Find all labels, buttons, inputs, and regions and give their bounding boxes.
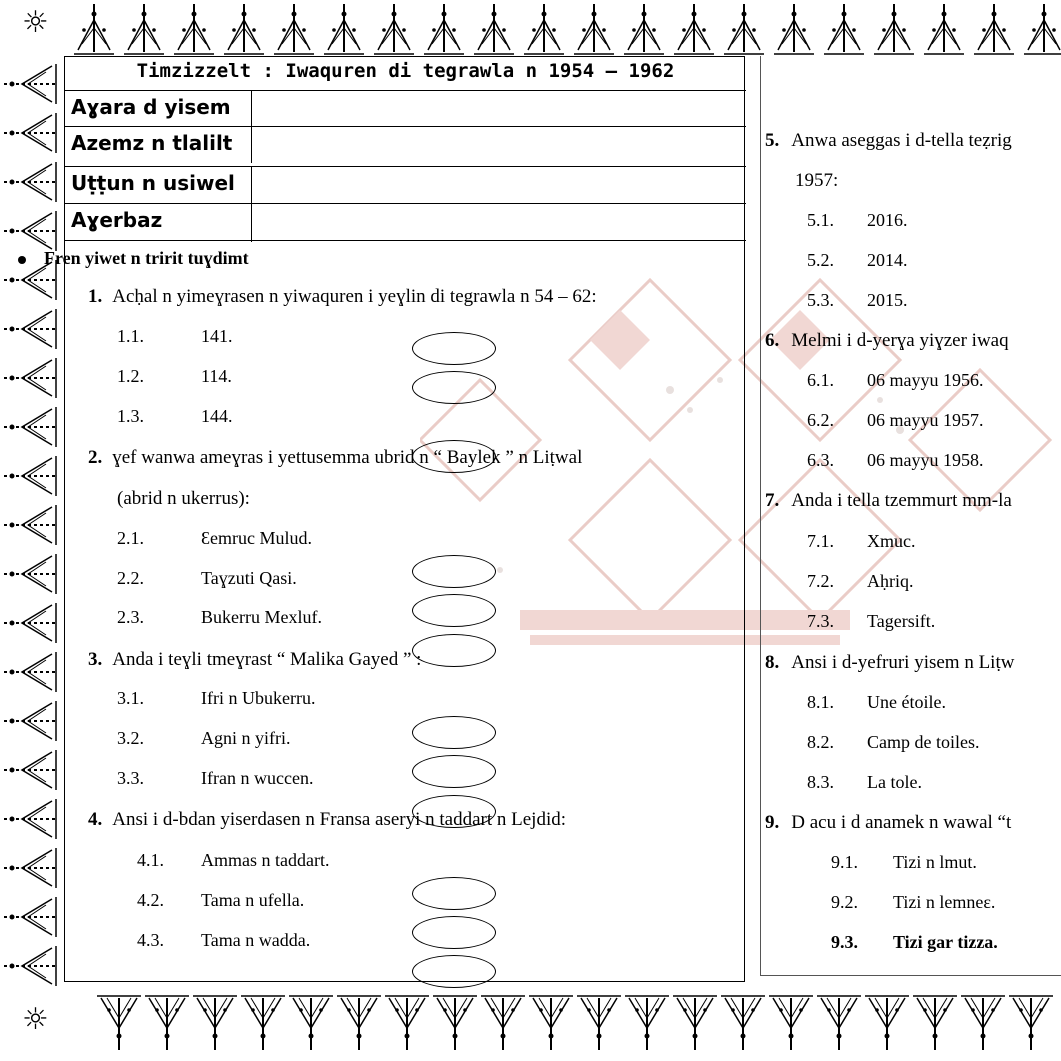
ornament-motif	[4, 652, 56, 692]
ornament-motif	[924, 4, 964, 54]
option-number: 9.3.	[831, 932, 858, 952]
option-9-1	[831, 852, 977, 873]
answer-oval[interactable]	[412, 371, 496, 404]
ornament-motif	[145, 996, 189, 1050]
question-text: Anda i teɣli tmeɣrast “ Malika Gayed ” :	[112, 649, 422, 670]
answer-oval[interactable]	[412, 440, 496, 473]
ornament-motif	[385, 996, 429, 1050]
option-number: 4.2.	[137, 890, 164, 910]
option-text: Tizi gar tizza.	[893, 932, 998, 952]
option-text: Xmuc.	[867, 531, 916, 551]
question-1	[88, 286, 597, 308]
option-1-3	[117, 406, 233, 427]
option-text: Ɛemruc Mulud.	[201, 528, 312, 548]
ornament-motif	[4, 848, 56, 888]
phone-input[interactable]	[265, 171, 735, 198]
question-text: D acu i d anamek n wawal “t	[791, 812, 1012, 833]
ornament-motif	[4, 505, 56, 545]
question-number: 7.	[765, 490, 780, 511]
answer-oval[interactable]	[412, 916, 496, 949]
ornament-motif	[4, 946, 56, 986]
option-2-1	[117, 528, 312, 549]
question-5-continued	[795, 170, 838, 192]
option-text: 06 mayyu 1956.	[867, 370, 984, 390]
option-9-3	[831, 932, 998, 953]
ornament-motif	[577, 996, 621, 1050]
question-number: 9.	[765, 812, 780, 833]
birthdate-input[interactable]	[265, 131, 735, 158]
ornament-motif	[624, 4, 664, 54]
ornament-motif	[97, 996, 141, 1050]
option-number: 5.1.	[807, 210, 834, 230]
question-text: Ansi i d-yefruri yisem n Liṭw	[791, 652, 1015, 673]
option-text: Tama n ufella.	[201, 890, 305, 910]
bullet-icon	[18, 256, 26, 264]
option-number: 4.1.	[137, 850, 164, 870]
ornament-motif	[4, 162, 56, 202]
ornament-motif	[1009, 996, 1053, 1050]
option-number: 7.2.	[807, 571, 834, 591]
option-text: 06 mayyu 1957.	[867, 410, 984, 430]
option-5-1	[807, 210, 908, 231]
ornament-motif	[721, 996, 765, 1050]
field-label: Azemz n tlalilt	[71, 131, 233, 155]
phone-field-row	[65, 166, 746, 202]
ornament-motif	[817, 996, 861, 1050]
ornament-motif	[4, 897, 56, 937]
name-field-row	[65, 90, 746, 126]
option-text: Taɣzuti Qasi.	[201, 568, 297, 588]
option-number: 3.1.	[117, 688, 144, 708]
ornament-motif	[1024, 4, 1061, 54]
option-number: 9.1.	[831, 852, 858, 872]
question-text: Acḥal n yimeɣrasen n yiwaquren i yeɣlin di tegrawla n 54 – 62:	[112, 286, 597, 307]
option-number: 8.2.	[807, 732, 834, 752]
answer-oval[interactable]	[412, 594, 496, 627]
option-text: Ammas n taddart.	[201, 850, 330, 870]
answer-oval[interactable]	[412, 877, 496, 910]
option-7-3	[807, 611, 935, 632]
ornament-motif	[4, 407, 56, 447]
option-text: 2014.	[867, 250, 908, 270]
ornament-motif	[433, 996, 477, 1050]
ornament-motif	[4, 64, 56, 104]
option-number: 2.1.	[117, 528, 144, 548]
school-input[interactable]	[265, 208, 735, 235]
ornament-motif	[625, 996, 669, 1050]
option-number: 4.3.	[137, 930, 164, 950]
option-text: 2015.	[867, 290, 908, 310]
question-text: ɣef wanwa ameɣras i yettusemma ubrid n “ Baylek ” n Liṭwal	[112, 447, 583, 468]
ornament-motif	[241, 996, 285, 1050]
question-number: 5.	[765, 130, 780, 151]
option-text: Agni n yifri.	[201, 728, 291, 748]
question-text: Ansi i d-bdan yiserdasen n Fransa aseryi n taddart n Lejdid:	[112, 809, 567, 830]
sun-ornament-icon: ☼	[22, 1002, 49, 1037]
option-number: 1.1.	[117, 326, 144, 346]
question-text: 1957:	[795, 170, 839, 191]
school-field-row	[65, 203, 746, 241]
option-number: 9.2.	[831, 892, 858, 912]
option-2-3	[117, 607, 322, 628]
question-9	[765, 812, 1011, 834]
instruction-text: Fren yiwet n tririt tuɣdimt	[44, 248, 249, 268]
option-7-2	[807, 571, 914, 592]
ornament-motif	[524, 4, 564, 54]
ornament-motif	[724, 4, 764, 54]
option-6-3	[807, 450, 984, 471]
question-text: Anda i tella tzemmurt mm-la	[791, 490, 1012, 511]
divider	[251, 127, 252, 163]
option-text: 141.	[201, 326, 233, 346]
question-number: 1.	[88, 286, 103, 307]
option-1-1	[117, 326, 233, 347]
form-title: Timzizzelt : Iwaquren di tegrawla n 1954 – 1962	[136, 60, 675, 82]
option-text: Camp de toiles.	[867, 732, 980, 752]
option-text: Bukerru Mexluf.	[201, 607, 322, 627]
question-text: Melmi i d-yerɣa yiɣzer iwaq	[791, 330, 1009, 351]
option-text: 144.	[201, 406, 233, 426]
divider	[251, 204, 252, 242]
option-8-1	[807, 692, 946, 713]
answer-oval[interactable]	[412, 634, 496, 667]
ornament-motif	[4, 701, 56, 741]
ornament-motif	[4, 456, 56, 496]
option-number: 8.1.	[807, 692, 834, 712]
ornament-motif	[529, 996, 573, 1050]
ornament-motif	[4, 113, 56, 153]
question-5	[765, 130, 1012, 152]
option-number: 6.1.	[807, 370, 834, 390]
question-3	[88, 649, 421, 671]
option-text: Tizi n lmut.	[893, 852, 977, 872]
left-border-ornament	[0, 60, 60, 995]
answer-oval[interactable]	[412, 716, 496, 749]
option-number: 3.2.	[117, 728, 144, 748]
ornament-motif	[193, 996, 237, 1050]
bottom-border-ornament	[95, 988, 1061, 1058]
option-number: 6.2.	[807, 410, 834, 430]
option-6-2	[807, 410, 984, 431]
option-8-2	[807, 732, 979, 753]
ornament-motif	[4, 799, 56, 839]
option-4-2	[137, 890, 304, 911]
question-2-continued	[117, 488, 250, 510]
option-number: 1.2.	[117, 366, 144, 386]
option-text: 114.	[201, 366, 232, 386]
question-number: 3.	[88, 649, 103, 670]
ornament-motif	[673, 996, 717, 1050]
option-4-1	[137, 850, 329, 871]
divider	[251, 167, 252, 203]
option-number: 7.3.	[807, 611, 834, 631]
quiz-form-panel	[64, 56, 745, 982]
option-4-3	[137, 930, 310, 951]
option-number: 2.3.	[117, 607, 144, 627]
answer-oval[interactable]	[412, 332, 496, 365]
ornament-motif	[324, 4, 364, 54]
answer-oval[interactable]	[412, 955, 496, 988]
option-5-3	[807, 290, 908, 311]
option-number: 2.2.	[117, 568, 144, 588]
ornament-motif	[374, 4, 414, 54]
option-number: 8.3.	[807, 772, 834, 792]
field-label: Aɣerbaz	[71, 208, 163, 232]
top-border-ornament	[70, 0, 1061, 58]
ornament-motif	[337, 996, 381, 1050]
field-label: Uṭṭun n usiwel	[71, 171, 235, 195]
option-text: Tagersift.	[867, 611, 936, 631]
option-text: Tizi n lemneɛ.	[893, 892, 996, 912]
option-text: 06 mayyu 1958.	[867, 450, 984, 470]
answer-oval[interactable]	[412, 795, 496, 828]
ornament-motif	[4, 309, 56, 349]
ornament-motif	[4, 211, 56, 251]
question-number: 8.	[765, 652, 780, 673]
ornament-motif	[481, 996, 525, 1050]
option-3-2	[117, 728, 291, 749]
question-8	[765, 652, 1014, 674]
ornament-motif	[289, 996, 333, 1050]
ornament-motif	[4, 603, 56, 643]
ornament-motif	[769, 996, 813, 1050]
option-text: Tama n wadda.	[201, 930, 311, 950]
question-number: 6.	[765, 330, 780, 351]
ornament-motif	[74, 4, 114, 54]
ornament-motif	[961, 996, 1005, 1050]
option-number: 6.3.	[807, 450, 834, 470]
ornament-motif	[4, 554, 56, 594]
ornament-motif	[474, 4, 514, 54]
option-5-2	[807, 250, 908, 271]
answer-oval[interactable]	[412, 755, 496, 788]
sun-ornament-icon: ☼	[22, 5, 49, 40]
ornament-motif	[974, 4, 1014, 54]
field-label: Aɣara d yisem	[71, 95, 231, 119]
divider	[251, 91, 252, 127]
option-text: Aḥriq.	[867, 571, 914, 591]
option-number: 3.3.	[117, 768, 144, 788]
ornament-motif	[913, 996, 957, 1050]
question-text: Anwa aseggas i d-tella teẓrig	[791, 130, 1012, 151]
question-7	[765, 490, 1012, 512]
question-number: 2.	[88, 447, 103, 468]
ornament-motif	[4, 358, 56, 398]
option-3-3	[117, 768, 313, 789]
ornament-motif	[874, 4, 914, 54]
option-text: Ifri n Ubukerru.	[201, 688, 316, 708]
ornament-motif	[865, 996, 909, 1050]
question-text: (abrid n ukerrus):	[117, 488, 250, 509]
ornament-motif	[774, 4, 814, 54]
option-number: 1.3.	[117, 406, 144, 426]
question-6	[765, 330, 1009, 352]
birthdate-field-row	[65, 126, 746, 162]
option-text: Une étoile.	[867, 692, 946, 712]
option-number: 5.3.	[807, 290, 834, 310]
option-text: La tole.	[867, 772, 922, 792]
option-text: 2016.	[867, 210, 908, 230]
option-text: Ifran n wuccen.	[201, 768, 314, 788]
ornament-motif	[424, 4, 464, 54]
ornament-motif	[224, 4, 264, 54]
option-8-3	[807, 772, 922, 793]
ornament-motif	[274, 4, 314, 54]
question-2	[88, 447, 582, 469]
option-number: 7.1.	[807, 531, 834, 551]
option-9-2	[831, 892, 995, 913]
ornament-motif	[174, 4, 214, 54]
option-number: 5.2.	[807, 250, 834, 270]
quiz-right-panel	[760, 56, 1061, 976]
ornament-motif	[674, 4, 714, 54]
question-number: 4.	[88, 809, 103, 830]
option-2-2	[117, 568, 297, 589]
ornament-motif	[4, 750, 56, 790]
ornament-motif	[124, 4, 164, 54]
name-input[interactable]	[265, 95, 735, 122]
option-3-1	[117, 688, 315, 709]
answer-oval[interactable]	[412, 555, 496, 588]
instruction	[18, 248, 249, 269]
option-6-1	[807, 370, 984, 391]
ornament-motif	[824, 4, 864, 54]
option-1-2	[117, 366, 232, 387]
option-7-1	[807, 531, 916, 552]
ornament-motif	[574, 4, 614, 54]
